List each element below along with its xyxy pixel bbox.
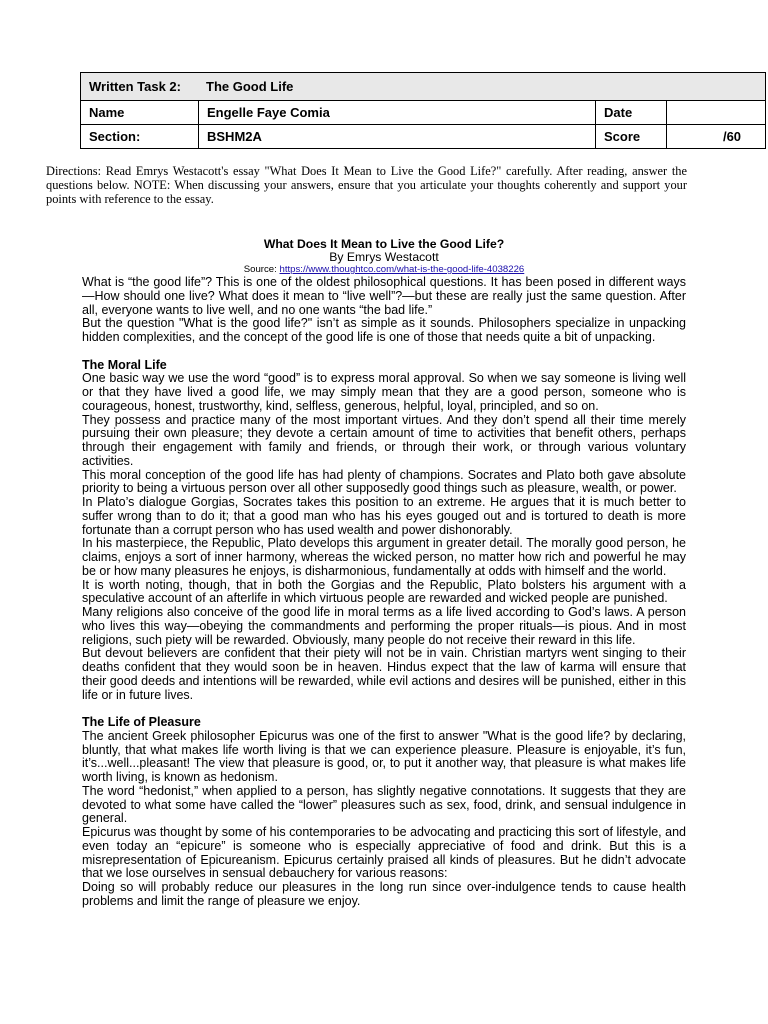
paragraph: In Plato’s dialogue Gorgias, Socrates takes this position to an extreme. He argues that it is much better to suffer wrong than to do it; that a good man who has his eyes gouged out and is tortured to death is more fortunate than a corrupt person who has used wealth and power dishonorably. <box>82 495 686 537</box>
paragraph: One basic way we use the word “good” is to express moral approval. So when we say someone is living well or that they have lived a good life, we may simply mean that they are a good person, someone who is courageous, honest, trustworthy, kind, selfless, generous, helpful, loyal, principled, and so on. <box>82 371 686 413</box>
paragraph: The ancient Greek philosopher Epicurus was one of the first to answer "What is the good life? by declaring, bluntly, that what makes life worth living is that we can experience pleasure. Pleasure is enjoyable, it’s fun, it’s...well...pleasant! The view that pleasure is good, or, to put it another way, that pleasure is what makes life worth living, is known as hedonism. <box>82 728 686 784</box>
paragraph: They possess and practice many of the most important virtues. And they don’t spend all their time merely pursuing their own pleasure; they devote a certain amount of time to activities that benefit others, perhaps through their engagement with family and friends, or through their work, or through various voluntary activities. <box>82 412 686 468</box>
name-label: Name <box>81 101 199 125</box>
paragraph: This moral conception of the good life has had plenty of champions. Socrates and Plato both gave absolute priority to being a virtuous person over all other supposedly good things such as pleasure, wealth, or power. <box>82 467 686 496</box>
paragraph: What is “the good life”? This is one of the oldest philosophical questions. It has been posed in different ways—How should one live? What does it mean to “live well”?—but these are really just the same question. After all, everyone wants to live well, and no one wants “the bad life.” <box>82 275 686 317</box>
date-label: Date <box>596 101 667 125</box>
source-link[interactable]: https://www.thoughtco.com/what-is-the-good-life-4038226 <box>279 264 525 275</box>
section-field[interactable]: BSHM2A <box>199 125 596 149</box>
score-field: /60 <box>667 125 766 149</box>
directions-text: Directions: Read Emrys Westacott's essay "What Does It Mean to Live the Good Life?" carefully. After reading, answer the questions below. NOTE: When discussing your answers, ensure that you articulate your thoughts coherently and support your points with reference to the essay. <box>46 164 687 207</box>
section-heading-life-of-pleasure: The Life of Pleasure <box>82 715 201 729</box>
date-field[interactable] <box>667 101 766 125</box>
essay-title: What Does It Mean to Live the Good Life? <box>263 237 505 251</box>
score-label: Score <box>596 125 667 149</box>
paragraph: Doing so will probably reduce our pleasures in the long run since over-indulgence tends to cause health problems and limit the range of pleasure we enjoy. <box>82 880 686 908</box>
task-title: The Good Life <box>206 79 294 94</box>
paragraph: But the question "What is the good life?" isn’t as simple as it sounds. Philosophers specialize in unpacking hidden complexities, and the concept of the good life is one of those that needs quite a bit of unpacking. <box>82 316 686 344</box>
task-header-table <box>80 72 766 149</box>
paragraph: Many religions also conceive of the good life in moral terms as a life lived according to God’s laws. A person who lives this way—obeying the commandments and performing the proper rituals—is pious. And in most religions, such piety will be rewarded. Obviously, many people do not receive their reward in this life. <box>82 605 686 647</box>
header-title-row <box>81 73 766 101</box>
task-label: Written Task 2: <box>89 79 181 94</box>
header-name-row <box>81 101 766 125</box>
section-label: Section: <box>81 125 199 149</box>
essay-body <box>82 276 686 909</box>
paragraph: It is worth noting, though, that in both the Gorgias and the Republic, Plato bolsters his argument with a speculative account of an afterlife in which virtuous people are rewarded and wicked people are punished. <box>82 577 686 606</box>
paragraph: In his masterpiece, the Republic, Plato develops this argument in greater detail. The morally good person, he claims, enjoys a sort of inner harmony, whereas the wicked person, no matter how rich and powerful he may be or how many pleasures he enjoys, is disharmonious, fundamentally at odds with himself and the world. <box>82 536 686 578</box>
essay-header <box>82 237 686 276</box>
source-label: Source: <box>243 264 277 275</box>
paragraph: Epicurus was thought by some of his contemporaries to be advocating and practicing this sort of lifestyle, and even today an “epicure” is someone who is especially appreciative of food and drink. But this is a misrepresentation of Epicureanism. Epicurus certainly praised all kinds of pleasures. But he didn’t advocate that we lose ourselves in sensual debauchery for various reasons: <box>82 825 686 881</box>
section-heading-moral-life: The Moral Life <box>82 357 167 372</box>
header-section-row <box>81 125 766 149</box>
essay-author: By Emrys Westacott <box>329 250 439 264</box>
paragraph: The word “hedonist,” when applied to a person, has slightly negative connotations. It suggests that they are devoted to what some have called the “lower” pleasures such as sex, food, drink, and sensual indulgence in general. <box>82 783 686 826</box>
paragraph: But devout believers are confident that their piety will not be in vain. Christian martyrs went singing to their deaths confident that they would soon be in heaven. Hindus expect that the law of karma will ensure that their good deeds and intentions will be rewarded, while evil actions and desires will be punished, either in this life or in future lives. <box>82 646 686 702</box>
task-title-cell <box>81 73 766 101</box>
name-field[interactable]: Engelle Faye Comia <box>199 101 596 125</box>
